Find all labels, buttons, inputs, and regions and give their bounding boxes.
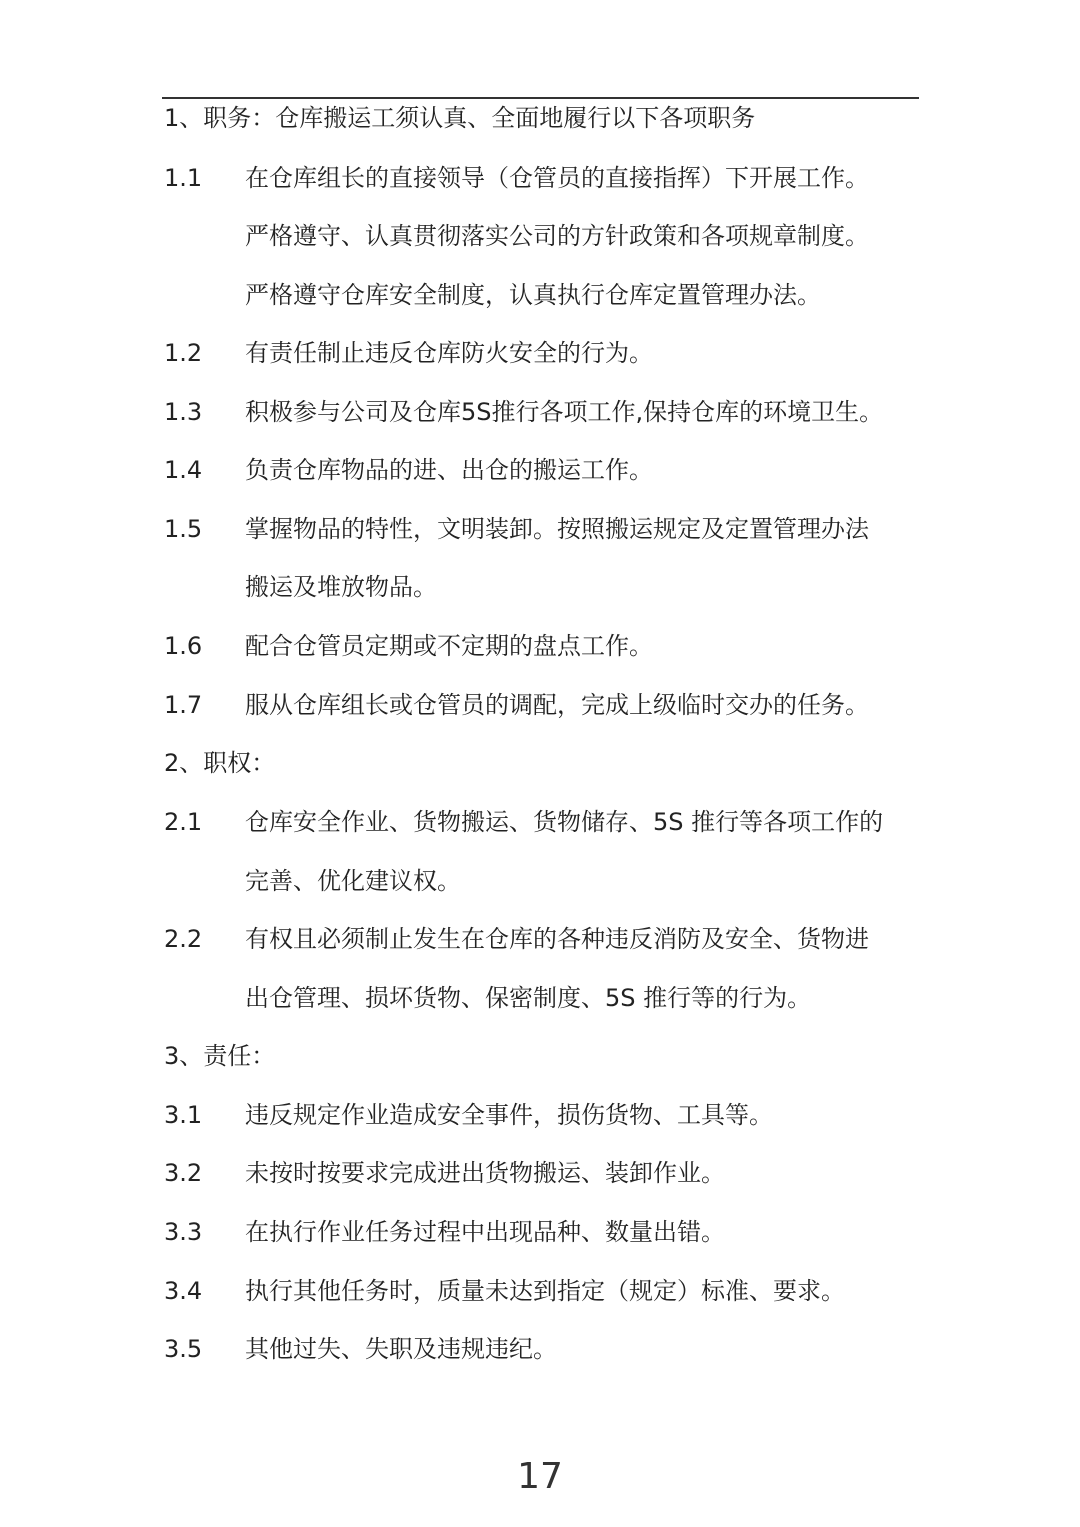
item-number-3-2: 3.2	[164, 1159, 203, 1187]
item-number-1-4: 1.4	[164, 456, 203, 484]
item-number-1-6: 1.6	[164, 632, 203, 660]
item-text-1-1-line2: 严格遵守、认真贯彻落实公司的方针政策和各项规章制度。	[245, 222, 869, 250]
item-text-2-1-line2: 完善、优化建议权。	[245, 867, 461, 895]
item-text-3-4: 执行其他任务时，质量未达到指定（规定）标准、要求。	[245, 1277, 845, 1305]
item-text-1-1-line1: 在仓库组长的直接领导（仓管员的直接指挥）下开展工作。	[245, 164, 869, 192]
section-heading-duties: 1、职务：仓库搬运工须认真、全面地履行以下各项职务	[164, 104, 756, 132]
item-text-1-3: 积极参与公司及仓库5S推行各项工作,保持仓库的环境卫生。	[245, 398, 884, 426]
item-number-3-3: 3.3	[164, 1218, 203, 1246]
item-text-3-1: 违反规定作业造成安全事件，损伤货物、工具等。	[245, 1101, 773, 1129]
item-text-1-5-line1: 掌握物品的特性，文明装卸。按照搬运规定及定置管理办法	[245, 515, 869, 543]
item-number-1-7: 1.7	[164, 691, 203, 719]
item-number-2-2: 2.2	[164, 925, 203, 953]
item-text-2-2-line1: 有权且必须制止发生在仓库的各种违反消防及安全、货物进	[245, 925, 869, 953]
item-number-1-3: 1.3	[164, 398, 203, 426]
item-number-3-1: 3.1	[164, 1101, 203, 1129]
header-rule	[162, 97, 919, 99]
item-number-1-1: 1.1	[164, 164, 203, 192]
item-text-3-3: 在执行作业任务过程中出现品种、数量出错。	[245, 1218, 725, 1246]
item-text-1-1-line3: 严格遵守仓库安全制度，认真执行仓库定置管理办法。	[245, 281, 821, 309]
page-number: 17	[517, 1456, 563, 1497]
item-number-1-5: 1.5	[164, 515, 203, 543]
item-text-1-5-line2: 搬运及堆放物品。	[245, 573, 437, 601]
item-number-1-2: 1.2	[164, 339, 203, 367]
item-number-3-5: 3.5	[164, 1335, 203, 1363]
item-text-1-2: 有责任制止违反仓库防火安全的行为。	[245, 339, 653, 367]
item-text-3-2: 未按时按要求完成进出货物搬运、装卸作业。	[245, 1159, 725, 1187]
section-heading-authority: 2、职权：	[164, 749, 276, 777]
item-text-2-2-line2: 出仓管理、损坏货物、保密制度、5S 推行等的行为。	[245, 984, 812, 1012]
item-text-1-4: 负责仓库物品的进、出仓的搬运工作。	[245, 456, 653, 484]
section-heading-responsibility: 3、责任：	[164, 1042, 276, 1070]
item-text-3-5: 其他过失、失职及违规违纪。	[245, 1335, 557, 1363]
item-text-2-1-line1: 仓库安全作业、货物搬运、货物储存、5S 推行等各项工作的	[245, 808, 884, 836]
item-number-2-1: 2.1	[164, 808, 203, 836]
item-text-1-6: 配合仓管员定期或不定期的盘点工作。	[245, 632, 653, 660]
item-number-3-4: 3.4	[164, 1277, 203, 1305]
item-text-1-7: 服从仓库组长或仓管员的调配，完成上级临时交办的任务。	[245, 691, 869, 719]
